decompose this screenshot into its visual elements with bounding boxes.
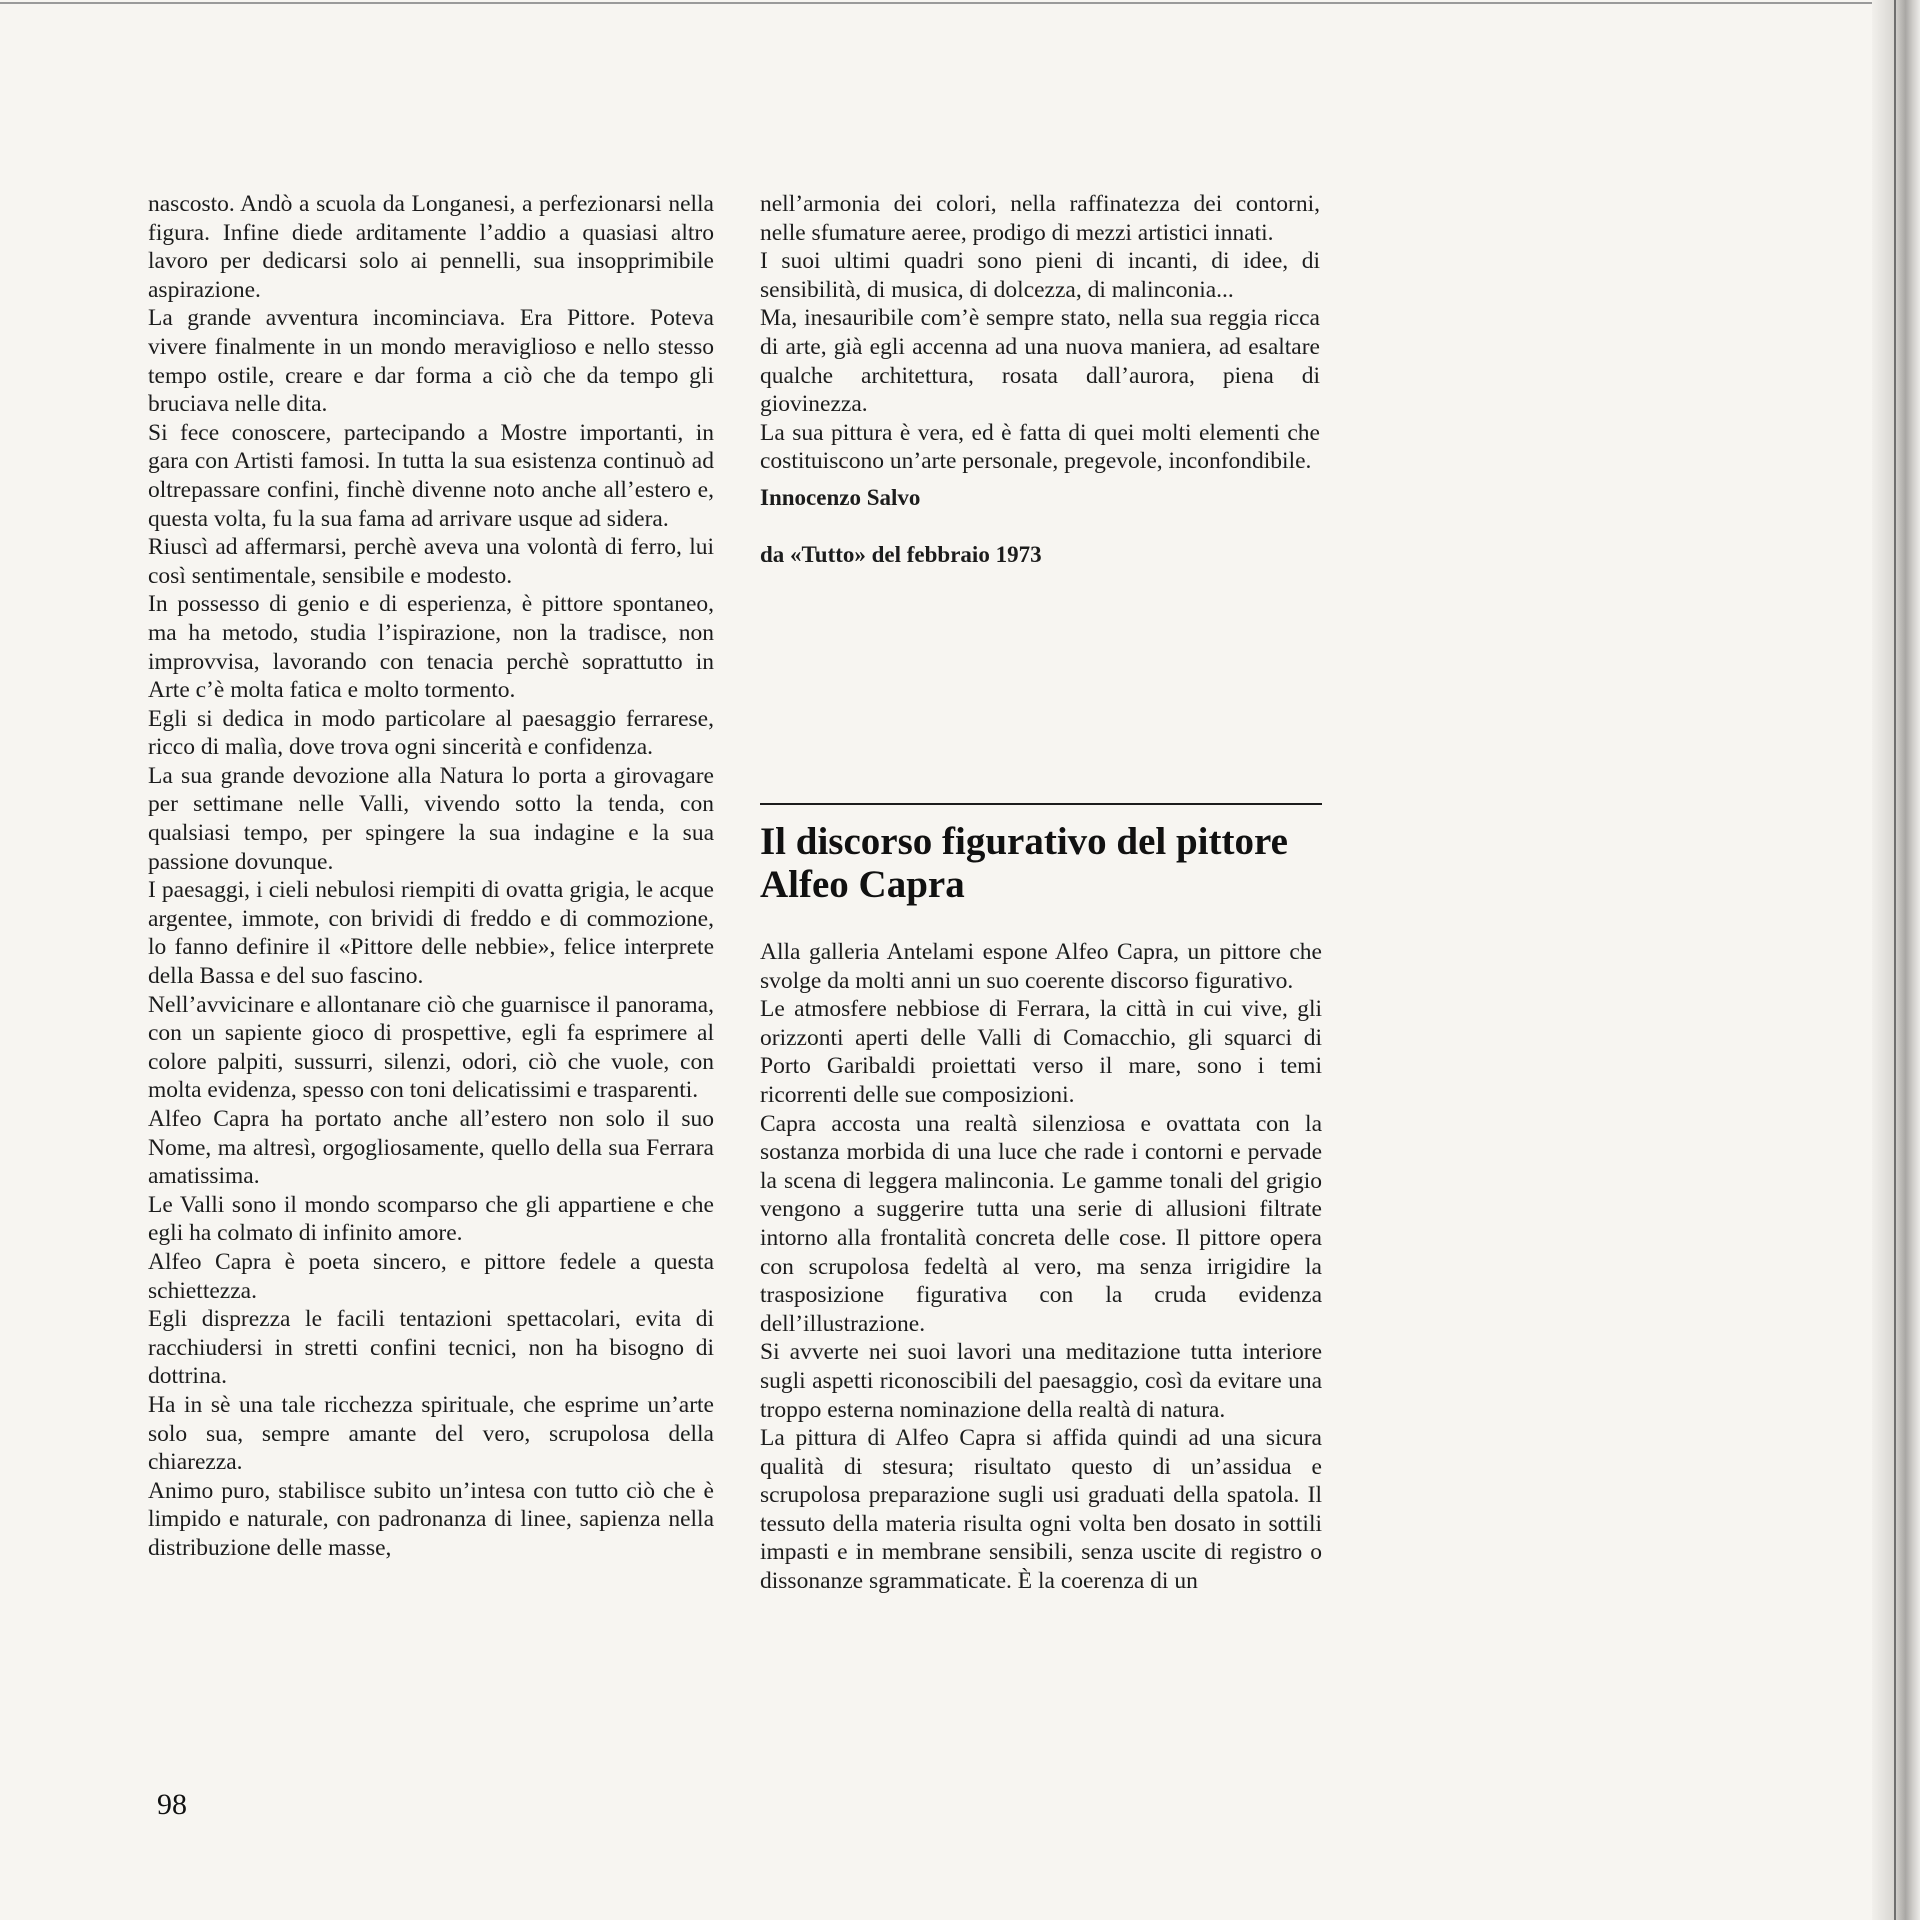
left-column	[148, 190, 714, 1563]
section-divider	[760, 803, 1322, 805]
paragraph: nascosto. Andò a scuola da Longanesi, a perfezionarsi nella figura. Infine diede arditamente l’addio a quasiasi altro lavoro per dedicarsi solo ai pennelli, sua insopprimibile aspirazione.	[148, 191, 714, 303]
right-column-top	[760, 190, 1320, 569]
paragraph: La sua grande devozione alla Natura lo porta a girovagare per settimane nelle Valli, vivendo sotto la tenda, con qualsiasi tempo, per spingere la sua indagine e la sua passione dovunque.	[148, 762, 714, 875]
paragraph: In possesso di genio e di esperienza, è pittore spontaneo, ma ha metodo, studia l’ispirazione, non la tradisce, non improvvisa, lavorando con tenacia perchè soprattutto in Arte c’è molta fatica e molto tormento.	[148, 591, 714, 704]
right-column-article	[760, 938, 1322, 1596]
top-edge-line	[0, 2, 1880, 4]
paragraph: Ma, inesauribile com’è sempre stato, nella sua reggia ricca di arte, già egli accenna ad una nuova maniera, ad esaltare qualche architettura, rosata dall’aurora, piena di giovinezza.	[760, 305, 1320, 418]
paragraph: Alla galleria Antelami espone Alfeo Capra, un pittore che svolge da molti anni un suo coerente discorso figurativo.	[760, 939, 1322, 994]
book-binding-edge	[1872, 0, 1920, 1920]
author-signature: Innocenzo Salvo	[760, 484, 921, 510]
paragraph: Animo puro, stabilisce subito un’intesa con tutto ciò che è limpido e naturale, con padronanza di linee, sapienza nella distribuzione delle masse,	[148, 1477, 714, 1561]
paragraph: Le atmosfere nebbiose di Ferrara, la città in cui vive, gli orizzonti aperti delle Valli di Comacchio, gli squarci di Porto Garibaldi proiettati verso il mare, sono i temi ricorrenti delle sue composizioni.	[760, 996, 1322, 1108]
paragraph: Le Valli sono il mondo scomparso che gli appartiene e che egli ha colmato di infinito amore.	[148, 1191, 714, 1247]
paragraph: Si avverte nei suoi lavori una meditazione tutta interiore sugli aspetti riconoscibili del paesaggio, così da evitare una troppo esterna nominazione della realtà di natura.	[760, 1339, 1322, 1423]
paragraph: Egli disprezza le facili tentazioni spettacolari, evita di racchiudersi in stretti confini tecnici, non ha bisogno di dottrina.	[148, 1306, 714, 1390]
paragraph: Alfeo Capra è poeta sincero, e pittore fedele a questa schiettezza.	[148, 1248, 714, 1304]
source-citation: da «Tutto» del febbraio 1973	[760, 541, 1042, 567]
paragraph: Ha in sè una tale ricchezza spirituale, che esprime un’arte solo sua, sempre amante del vero, scrupolosa della chiarezza.	[148, 1391, 714, 1476]
paragraph: I suoi ultimi quadri sono pieni di incanti, di idee, di sensibilità, di musica, di dolcezza, di malinconia...	[760, 248, 1320, 303]
paragraph: Capra accosta una realtà silenziosa e ovattata con la sostanza morbida di una luce che rade i contorni e pervade la scena di leggera malinconia. Le gamme tonali del grigio vengono a suggerire tutta una serie di allusioni filtrate intorno alla frontalità concreta delle cose. Il pittore opera con scrupolosa fedeltà al vero, ma senza irrigidire la trasposizione figurativa con la cruda evidenza dell’illustrazione.	[760, 1110, 1322, 1337]
paragraph: Alfeo Capra ha portato anche all’estero non solo il suo Nome, ma altresì, orgogliosamente, quello della sua Ferrara amatissima.	[148, 1106, 714, 1190]
paragraph: La sua pittura è vera, ed è fatta di quei molti elementi che costituiscono un’arte personale, pregevole, inconfondibile.	[760, 419, 1320, 475]
article-title: Il discorso figurativo del pittore Alfeo Capra	[760, 820, 1288, 906]
paragraph: Nell’avvicinare e allontanare ciò che guarnisce il panorama, con un sapiente gioco di prospettive, egli fa esprimere al colore palpiti, sussurri, silenzi, odori, ciò che vuole, con molta evidenza, spesso con toni delicatissimi e trasparenti.	[148, 991, 714, 1104]
paragraph: Egli si dedica in modo particolare al paesaggio ferrarese, ricco di malìa, dove trova ogni sincerità e confidenza.	[148, 705, 714, 761]
paragraph: I paesaggi, i cieli nebulosi riempiti di ovatta grigia, le acque argentee, immote, con brividi di freddo e di commozione, lo fanno definire il «Pittore delle nebbie», felice interprete della Bassa e del suo fascino.	[148, 877, 714, 990]
paragraph: Riuscì ad affermarsi, perchè aveva una volontà di ferro, lui così sentimentale, sensibile e modesto.	[148, 534, 714, 589]
page-number: 98	[157, 1788, 187, 1821]
binding-line	[1894, 0, 1896, 1920]
paragraph: La grande avventura incominciava. Era Pittore. Poteva vivere finalmente in un mondo meraviglioso e nello stesso tempo ostile, creare e dar forma a ciò che da tempo gli bruciava nelle dita.	[148, 305, 714, 418]
paragraph: nell’armonia dei colori, nella raffinatezza dei contorni, nelle sfumature aeree, prodigo di mezzi artistici innati.	[760, 191, 1320, 246]
paragraph: Si fece conoscere, partecipando a Mostre importanti, in gara con Artisti famosi. In tutta la sua esistenza continuò ad oltrepassare confini, finchè divenne noto anche all’estero e, questa volta, fu la sua fama ad arrivare usque ad sidera.	[148, 419, 714, 532]
paragraph: La pittura di Alfeo Capra si affida quindi ad una sicura qualità di stesura; risultato questo di un’assidua e scrupolosa preparazione sugli usi graduati della spatola. Il tessuto della materia risulta ogni volta ben dosato in sottili impasti e in membrane sensibili, senza uscite di registro o dissonanze sgrammaticate. È la coerenza di un	[760, 1425, 1322, 1595]
